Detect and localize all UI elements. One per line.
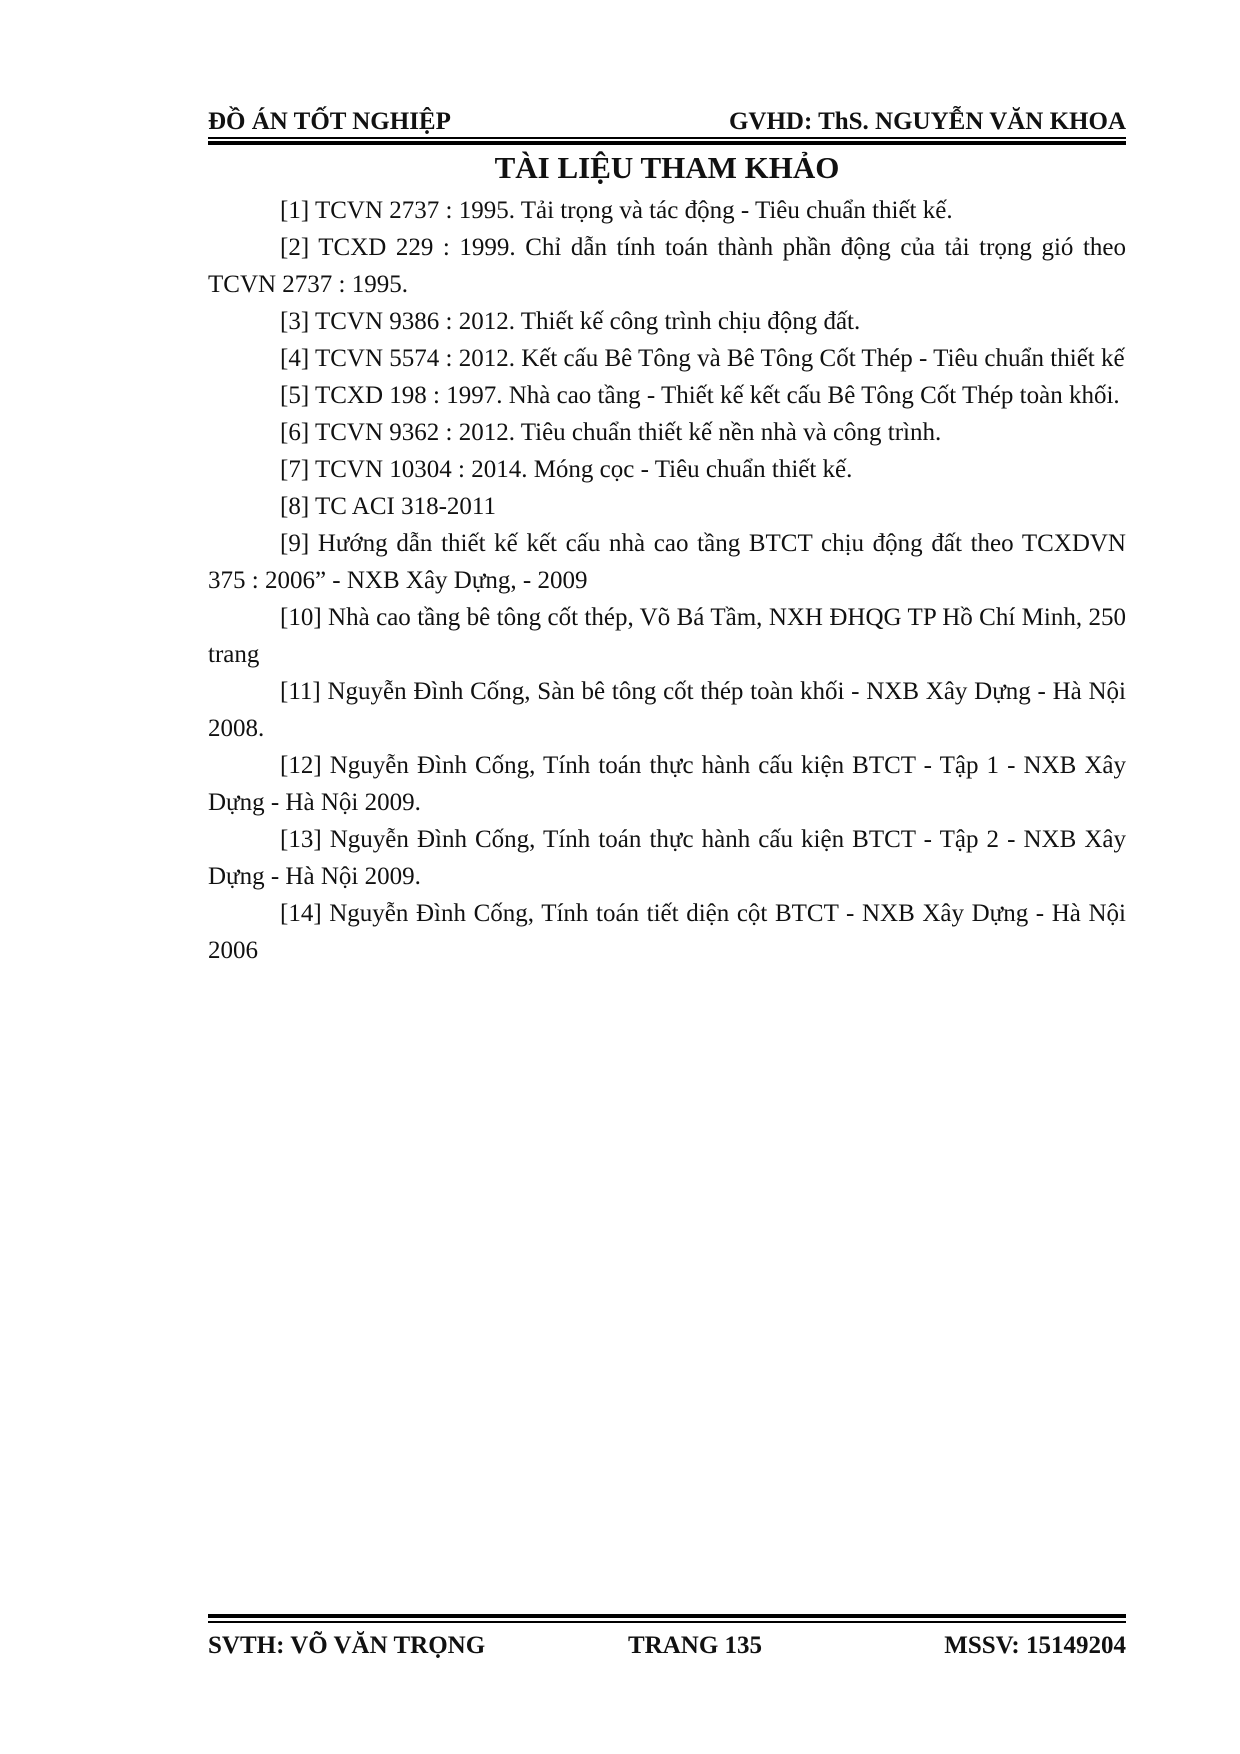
reference-item: [6] TCVN 9362 : 2012. Tiêu chuẩn thiết kế nền nhà và công trình. xyxy=(280,419,942,446)
reference-item: [10] Nhà cao tầng bê tông cốt thép, Võ Bá Tầm, NXH ĐHQG TP Hồ Chí Minh, 250 trang xyxy=(208,604,1126,668)
reference-item: [13] Nguyễn Đình Cống, Tính toán thực hành cấu kiện BTCT - Tập 2 - NXB Xây Dựng - Hà Nội 2009. xyxy=(208,826,1126,890)
footer-page-number: TRANG 135 xyxy=(628,1632,763,1659)
reference-item: [8] TC ACI 318-2011 xyxy=(280,493,496,520)
footer-divider-thick xyxy=(208,1614,1126,1618)
reference-item: [9] Hướng dẫn thiết kế kết cấu nhà cao tầng BTCT chịu động đất theo TCXDVN 375 : 2006” - NXB Xây Dựng, - 2009 xyxy=(208,530,1126,594)
footer-divider-thin xyxy=(208,1621,1126,1623)
page-header xyxy=(208,96,1126,136)
reference-item: [3] TCVN 9386 : 2012. Thiết kế công trình chịu động đất. xyxy=(280,308,861,335)
header-divider-thick xyxy=(208,141,1126,145)
reference-list xyxy=(208,192,1126,969)
reference-item: [5] TCXD 198 : 1997. Nhà cao tầng - Thiết kế kết cấu Bê Tông Cốt Thép toàn khối. xyxy=(280,382,1120,409)
reference-item: [11] Nguyễn Đình Cống, Sàn bê tông cốt thép toàn khối - NXB Xây Dựng - Hà Nội 2008. xyxy=(208,678,1126,742)
reference-item: [7] TCVN 10304 : 2014. Móng cọc - Tiêu chuẩn thiết kế. xyxy=(280,456,853,483)
page-footer xyxy=(208,1626,1126,1666)
header-supervisor: GVHD: ThS. NGUYỄN VĂN KHOA xyxy=(728,108,1126,135)
reference-item: [12] Nguyễn Đình Cống, Tính toán thực hành cấu kiện BTCT - Tập 1 - NXB Xây Dựng - Hà Nội 2009. xyxy=(208,752,1126,816)
header-project-title: ĐỒ ÁN TỐT NGHIỆP xyxy=(208,108,451,135)
reference-item: [2] TCXD 229 : 1999. Chỉ dẫn tính toán thành phần động của tải trọng gió theo TCVN 2737 : 1995. xyxy=(208,234,1126,298)
footer-student-id: MSSV: 15149204 xyxy=(944,1632,1126,1659)
reference-item: [4] TCVN 5574 : 2012. Kết cấu Bê Tông và Bê Tông Cốt Thép - Tiêu chuẩn thiết kế xyxy=(280,345,1125,372)
page-title: TÀI LIỆU THAM KHẢO xyxy=(494,150,840,185)
reference-item: [14] Nguyễn Đình Cống, Tính toán tiết diện cột BTCT - NXB Xây Dựng - Hà Nội 2006 xyxy=(208,900,1126,964)
reference-item: [1] TCVN 2737 : 1995. Tải trọng và tác động - Tiêu chuẩn thiết kế. xyxy=(280,197,953,224)
footer-student-name: SVTH: VÕ VĂN TRỌNG xyxy=(208,1632,486,1659)
header-divider-thin xyxy=(208,137,1126,139)
